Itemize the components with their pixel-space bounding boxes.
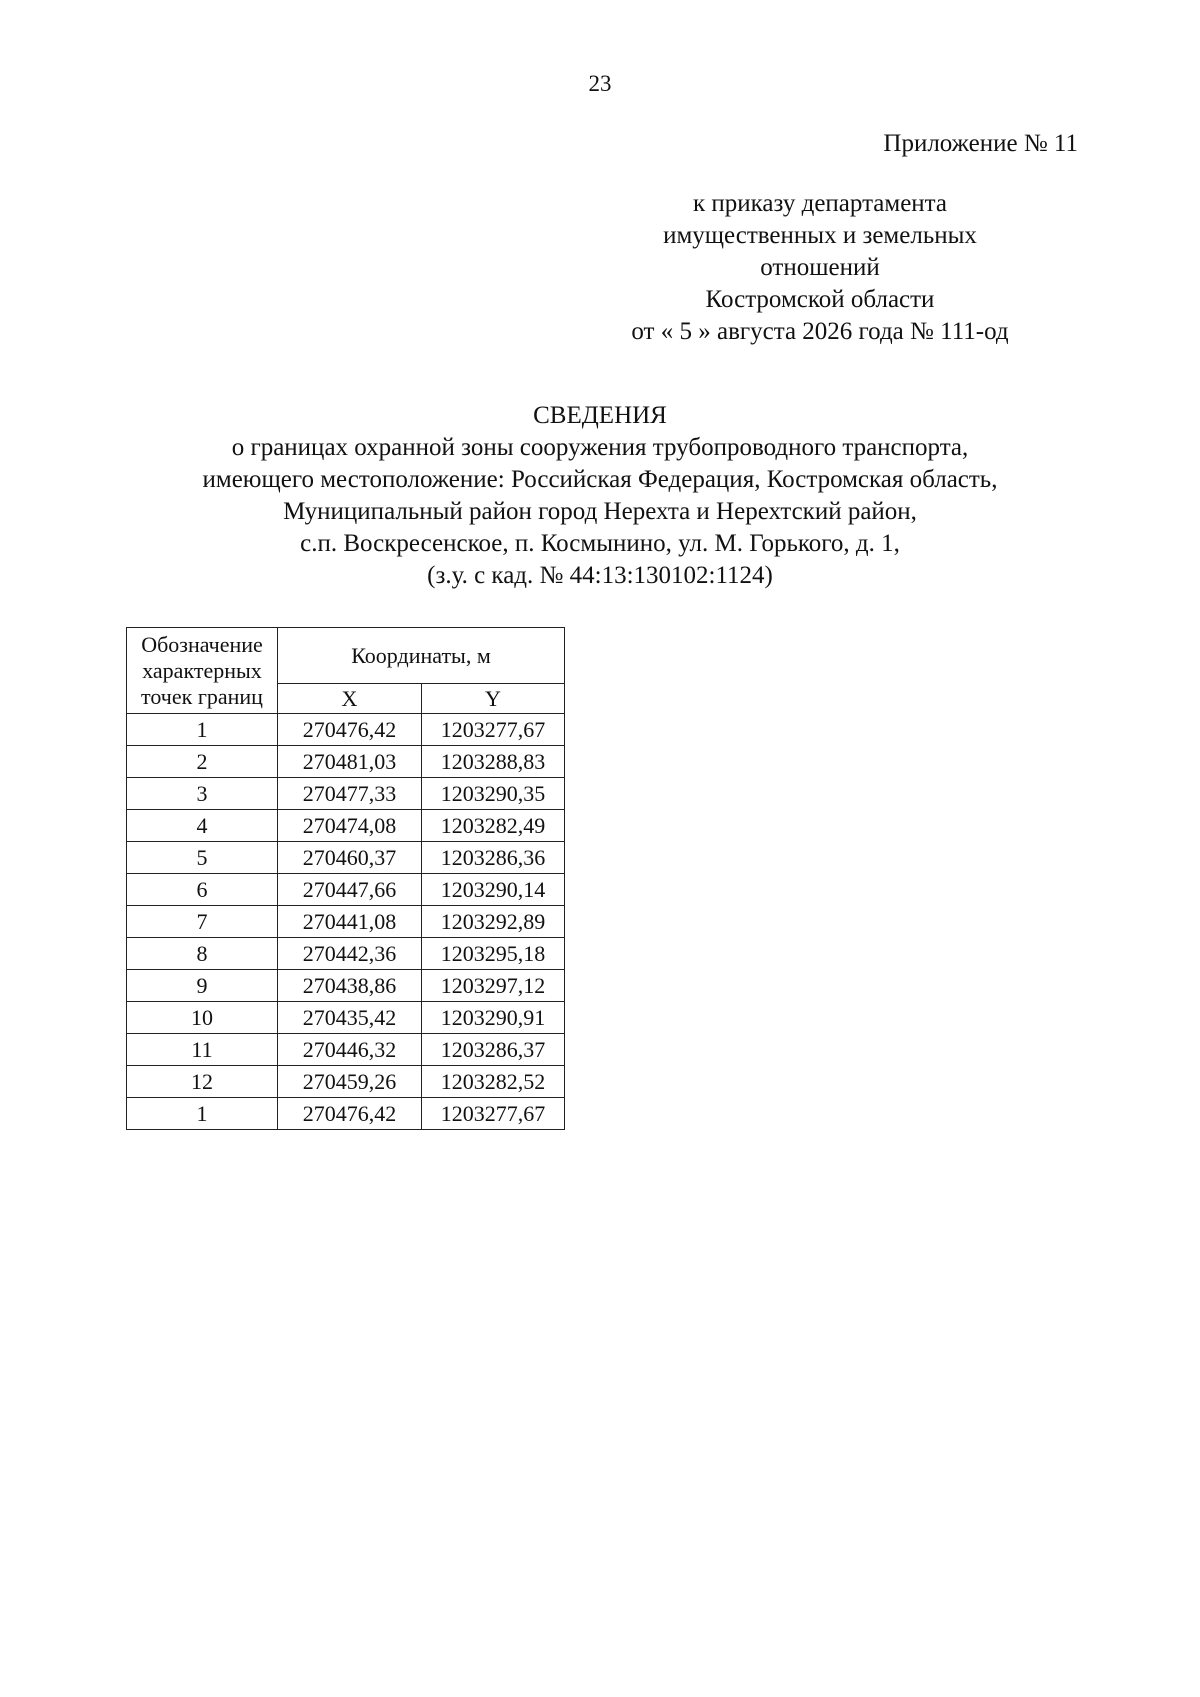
x-cell: 270459,26 — [278, 1066, 422, 1098]
y-cell: 1203277,67 — [422, 714, 565, 746]
point-cell: 2 — [127, 746, 278, 778]
point-cell: 1 — [127, 714, 278, 746]
order-line: имущественных и земельных — [663, 222, 977, 249]
point-cell: 8 — [127, 938, 278, 970]
y-cell: 1203290,91 — [422, 1002, 565, 1034]
order-line: отношений — [760, 254, 880, 281]
table-row — [127, 746, 565, 778]
y-cell: 1203277,67 — [422, 1098, 565, 1130]
y-cell: 1203286,37 — [422, 1034, 565, 1066]
x-cell: 270460,37 — [278, 842, 422, 874]
document-title — [0, 400, 1200, 592]
coordinates-table — [126, 627, 565, 1130]
x-cell: 270474,08 — [278, 810, 422, 842]
x-cell: 270442,36 — [278, 938, 422, 970]
title-heading: СВЕДЕНИЯ — [533, 402, 667, 429]
point-cell: 1 — [127, 1098, 278, 1130]
y-cell: 1203286,36 — [422, 842, 565, 874]
table-row — [127, 1034, 565, 1066]
point-cell: 11 — [127, 1034, 278, 1066]
table-row — [127, 842, 565, 874]
point-cell: 6 — [127, 874, 278, 906]
x-cell: 270476,42 — [278, 714, 422, 746]
y-cell: 1203295,18 — [422, 938, 565, 970]
x-cell: 270438,86 — [278, 970, 422, 1002]
table-row — [127, 1066, 565, 1098]
table-row — [127, 970, 565, 1002]
page-number: 23 — [588, 71, 612, 96]
title-line: Муниципальный район город Нерехта и Нерехтский район, — [283, 498, 917, 525]
point-cell: 10 — [127, 1002, 278, 1034]
table-row — [127, 938, 565, 970]
y-cell: 1203288,83 — [422, 746, 565, 778]
table-row — [127, 778, 565, 810]
y-cell: 1203290,35 — [422, 778, 565, 810]
header-x: X — [278, 684, 422, 714]
y-cell: 1203282,52 — [422, 1066, 565, 1098]
x-cell: 270447,66 — [278, 874, 422, 906]
order-line: к приказу департамента — [692, 190, 948, 217]
point-cell: 3 — [127, 778, 278, 810]
x-cell: 270446,32 — [278, 1034, 422, 1066]
order-line: от « 5 » августа 2026 года № 111-од — [631, 318, 1009, 345]
x-cell: 270481,03 — [278, 746, 422, 778]
x-cell: 270441,08 — [278, 906, 422, 938]
point-cell: 5 — [127, 842, 278, 874]
table-row — [127, 810, 565, 842]
header-coordinates: Координаты, м — [278, 628, 565, 684]
point-cell: 9 — [127, 970, 278, 1002]
point-cell: 7 — [127, 906, 278, 938]
order-line: Костромской области — [705, 286, 935, 313]
title-line: имеющего местоположение: Российская Федерация, Костромская область, — [202, 466, 998, 493]
table-row — [127, 874, 565, 906]
point-cell: 4 — [127, 810, 278, 842]
x-cell: 270476,42 — [278, 1098, 422, 1130]
point-cell: 12 — [127, 1066, 278, 1098]
title-line: (з.у. с кад. № 44:13:130102:1124) — [427, 562, 773, 589]
header-points: Обозначение характерных точек границ — [127, 628, 278, 714]
y-cell: 1203297,12 — [422, 970, 565, 1002]
table-row — [127, 714, 565, 746]
y-cell: 1203290,14 — [422, 874, 565, 906]
x-cell: 270477,33 — [278, 778, 422, 810]
table-row — [127, 1002, 565, 1034]
title-line: о границах охранной зоны сооружения трубопроводного транспорта, — [231, 434, 969, 461]
table-row — [127, 906, 565, 938]
y-cell: 1203292,89 — [422, 906, 565, 938]
appendix-label: Приложение № 11 — [883, 130, 1078, 157]
header-y: Y — [422, 684, 565, 714]
table-row — [127, 1098, 565, 1130]
x-cell: 270435,42 — [278, 1002, 422, 1034]
y-cell: 1203282,49 — [422, 810, 565, 842]
title-line: с.п. Воскресенское, п. Космынино, ул. М. Горького, д. 1, — [300, 530, 900, 557]
order-reference — [610, 188, 1030, 348]
